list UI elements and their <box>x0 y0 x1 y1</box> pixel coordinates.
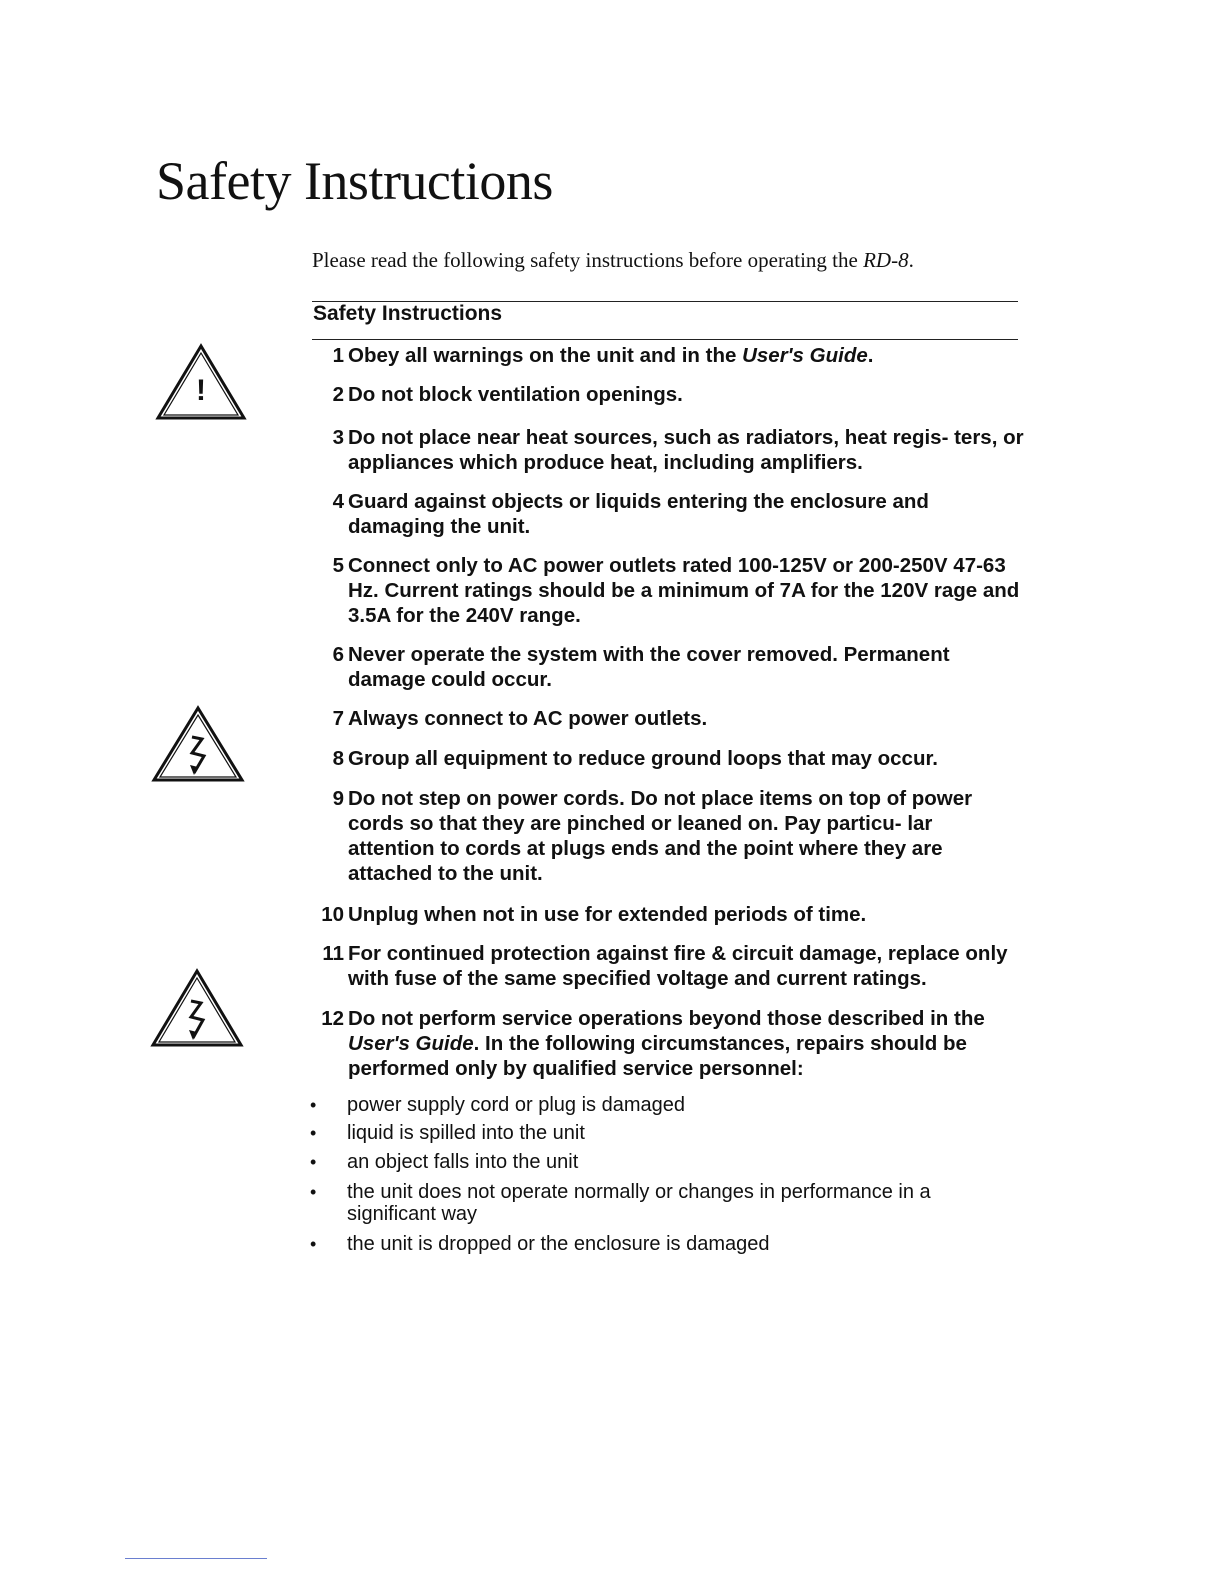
item-number: 4 <box>332 490 344 513</box>
safety-item <box>312 642 1024 692</box>
intro-text <box>312 248 914 273</box>
item-text: Group all equipment to reduce ground loops that may occur. <box>348 747 939 770</box>
safety-item <box>312 425 1024 475</box>
intro-prefix: Please read the following safety instructions before operating the <box>312 248 864 272</box>
item-number: 10 <box>321 903 344 926</box>
item-text: Unplug when not in use for extended periods of time. <box>348 903 867 926</box>
list-item <box>310 1181 1010 1225</box>
users-guide-reference: User's Guide <box>742 344 868 367</box>
heading-rule-bottom <box>312 339 1018 340</box>
safety-item <box>312 746 1024 771</box>
item-text: Do not block ventilation openings. <box>348 383 683 406</box>
intro-suffix: . <box>908 248 914 272</box>
list-item <box>310 1122 1010 1144</box>
item-text: Never operate the system with the cover removed. Permanent damage could occur. <box>348 643 950 691</box>
list-item <box>310 1094 1010 1116</box>
bullet-dot: • <box>310 1095 317 1115</box>
item-text: Do not step on power cords. Do not place items on top of power cords so that they are pinched or leaned on. Pay particu- lar attention to cords at plugs ends and the point where they are attached to the unit. <box>348 787 973 885</box>
bullet-text: the unit does not operate normally or changes in performance in a significant way <box>347 1181 931 1225</box>
safety-item <box>312 706 1024 731</box>
item-number: 12 <box>321 1007 344 1030</box>
item-text: Always connect to AC power outlets. <box>348 707 708 730</box>
item-text: For continued protection against fire & circuit damage, replace only with fuse of the same specified voltage and current ratings. <box>348 942 1008 990</box>
item-text <box>348 1006 1024 1081</box>
caution-exclamation-icon <box>155 342 247 422</box>
bullet-text: liquid is spilled into the unit <box>347 1122 585 1144</box>
page-title: Safety Instructions <box>156 151 553 211</box>
item-text: Guard against objects or liquids entering the enclosure and damaging the unit. <box>348 490 929 538</box>
section-heading: Safety Instructions <box>313 302 503 325</box>
list-item <box>310 1151 1010 1173</box>
bullet-text: an object falls into the unit <box>347 1151 579 1173</box>
list-item <box>310 1233 1010 1255</box>
item-text: Connect only to AC power outlets rated 100-125V or 200-250V 47-63 Hz. Current ratings should be a minimum of 7A for the 120V rage and 3.5A for the 240V range. <box>348 554 1020 627</box>
safety-item <box>312 941 1024 991</box>
item-text <box>348 343 1024 368</box>
bullet-dot: • <box>310 1234 317 1254</box>
item-number: 9 <box>332 787 344 810</box>
item-number: 6 <box>332 643 344 666</box>
footer-divider <box>125 1558 267 1559</box>
item-text-start: Do not perform service operations beyond those described in the <box>348 1007 985 1030</box>
bullet-dot: • <box>310 1152 317 1172</box>
item-text-end: . In the following circumstances, repairs should be performed only by qualified service personnel: <box>348 1032 967 1080</box>
item-number: 5 <box>332 554 344 577</box>
item-number: 11 <box>322 942 344 965</box>
item-number: 2 <box>332 383 344 406</box>
bullet-text: the unit is dropped or the enclosure is damaged <box>347 1233 770 1255</box>
item-number: 3 <box>332 426 344 449</box>
item-text: Do not place near heat sources, such as radiators, heat regis- ters, or appliances which produce heat, including amplifiers. <box>348 426 1024 474</box>
caution-exclamation-mark: ! <box>196 374 206 407</box>
item-text-start: Obey all warnings on the unit and in the <box>348 344 743 367</box>
electrical-hazard-icon <box>151 705 245 783</box>
safety-item <box>312 343 1024 368</box>
item-number: 7 <box>332 707 344 730</box>
bullet-dot: • <box>310 1123 317 1143</box>
item-number: 1 <box>332 344 344 367</box>
item-number: 8 <box>332 747 344 770</box>
users-guide-reference: User's Guide <box>348 1032 474 1055</box>
safety-item <box>312 902 1024 927</box>
safety-item <box>312 382 1024 407</box>
item-text-end: . <box>867 344 874 367</box>
safety-item <box>312 489 1024 539</box>
safety-item <box>312 1006 1024 1081</box>
model-name: RD-8 <box>863 248 909 272</box>
electrical-hazard-icon <box>150 968 244 1048</box>
bullet-dot: • <box>310 1182 317 1202</box>
safety-item <box>312 786 1024 886</box>
safety-item <box>312 553 1024 628</box>
bullet-text: power supply cord or plug is damaged <box>347 1094 685 1116</box>
